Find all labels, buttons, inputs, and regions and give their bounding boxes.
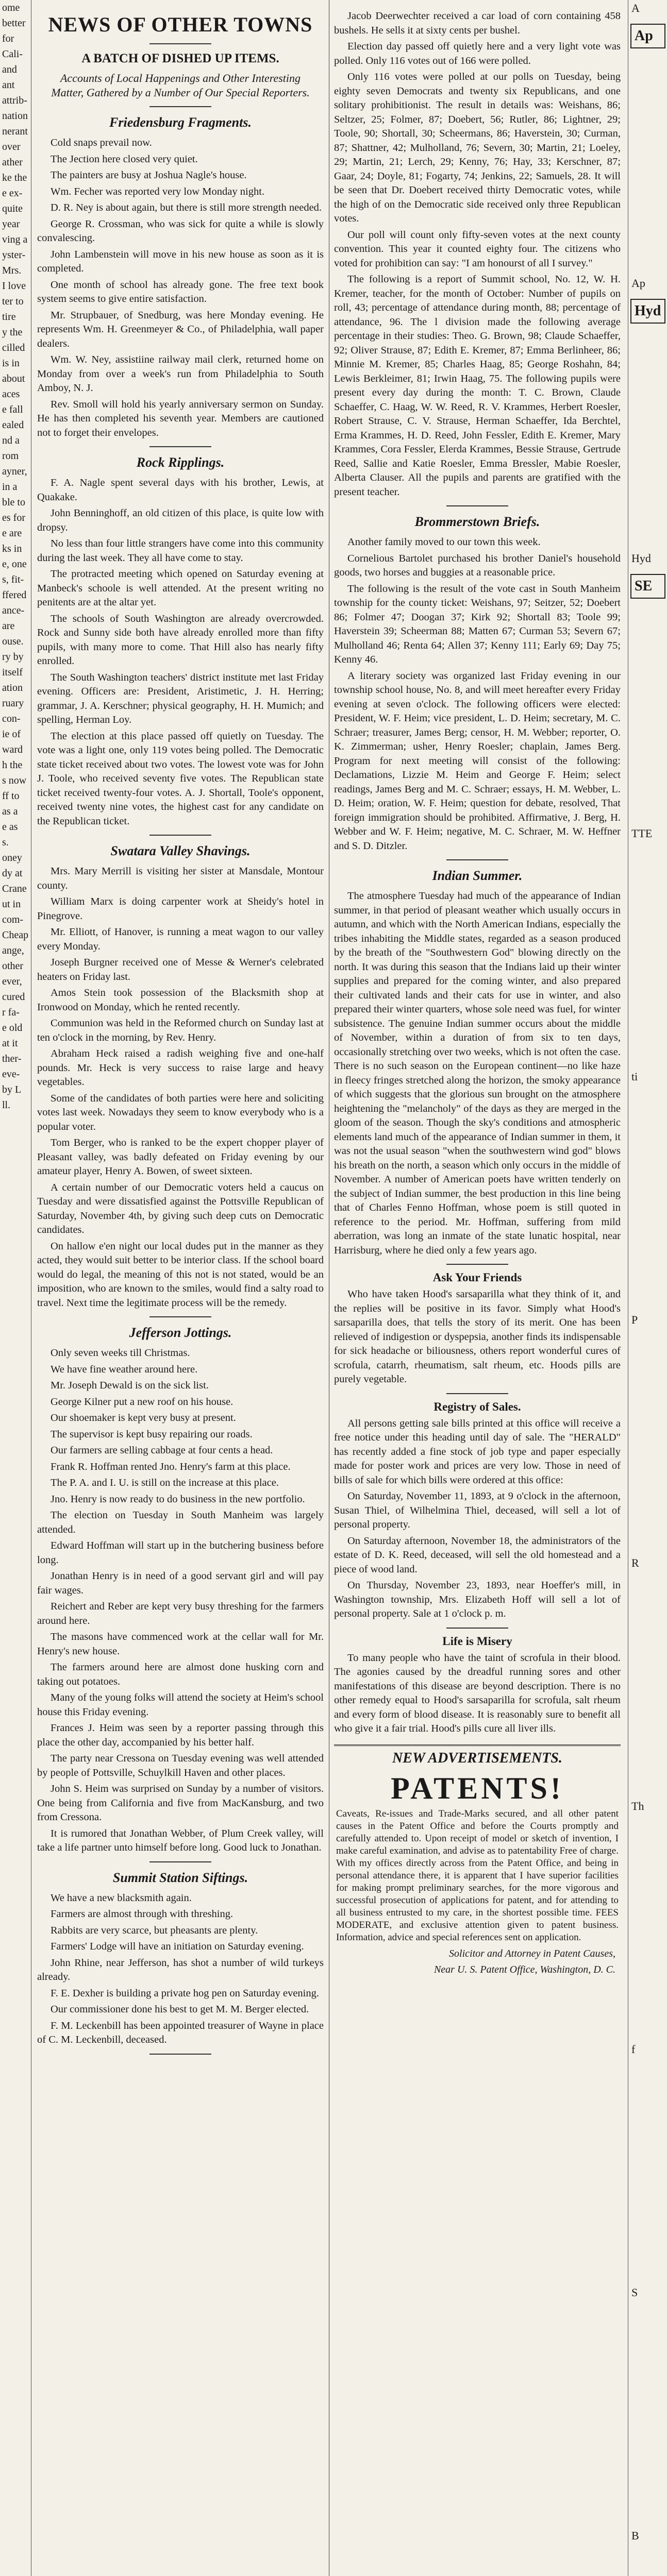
patents-ad-title: PATENTS!: [391, 1771, 564, 1805]
news-item: John Rhine, near Jefferson, has shot a number of wild turkeys already.: [37, 1957, 324, 1982]
left-fragment-line: Crane: [2, 883, 27, 894]
left-fragment-line: e ex-: [2, 188, 23, 199]
left-fragment-line: s.: [2, 837, 9, 848]
left-fragment-line: ome: [2, 2, 20, 13]
left-fragment-line: oney: [2, 852, 22, 863]
left-fragment-line: e fall: [2, 404, 23, 415]
news-item: Communion was held in the Reformed church on Sunday last at ten o'clock in the morning, by Rev. Henry.: [37, 1018, 324, 1043]
left-fragment-line: and: [2, 64, 17, 75]
news-item: George Kilner put a new roof on his house.: [51, 1396, 234, 1408]
left-fragment-line: ble to: [2, 497, 25, 508]
section-rule: [149, 835, 211, 836]
news-item: Jacob Deerwechter received a car load of corn containing 458 bushels. He sells it at sixty cents per bushel.: [334, 10, 621, 36]
section-rule: [149, 446, 211, 447]
news-item: Rev. Smoll will hold his yearly anniversary sermon on Sunday. He has then completed his seventh year. Members are cautioned not to forget their envelopes.: [37, 398, 324, 438]
patents-ad-sign-2: Near U. S. Patent Office, Washington, D. C.: [433, 1963, 615, 1975]
left-fragment-line: ever,: [2, 976, 22, 987]
left-column-fragment: [0, 0, 31, 2576]
left-fragment-line: nerant: [2, 126, 28, 137]
column-b-sections: [334, 505, 621, 1736]
right-fragment-line: Ap: [631, 277, 645, 290]
left-fragment-line: about: [2, 373, 25, 384]
news-item: Wm. W. Ney, assistiine railway mail clerk, returned home on Monday from over a week's run from Philadelphia to South Amboy, N. J.: [37, 354, 324, 394]
left-fragment-line: is in: [2, 358, 20, 369]
left-fragment-line: ather: [2, 157, 23, 168]
section-title: Ask Your Friends: [432, 1271, 522, 1284]
news-item: George R. Crossman, who was sick for quite a while is slowly convalescing.: [37, 218, 324, 244]
subhead: A BATCH OF DISHED UP ITEMS.: [81, 52, 279, 65]
news-item: The South Washington teachers' district institute met last Friday evening. Officers are: President, Aristimetic, J. H. Herring; grammar, J. A. Kerschner; physical geography, H. H. Mumich; and spelling, Herman Loy.: [37, 671, 324, 725]
news-item: It is rumored that Jonathan Webber, of Plum Creek valley, will take a life partner unto himself before long. Good luck to Jonathan.: [37, 1827, 324, 1853]
news-item: William Marx is doing carpenter work at Sheidy's hotel in Pinegrove.: [37, 896, 324, 922]
right-fragment-line: TTE: [631, 827, 653, 840]
news-item: Mr. Joseph Dewald is on the sick list.: [51, 1380, 209, 1391]
left-fragment-line: ff to: [2, 790, 20, 802]
left-fragment-line: com-: [2, 914, 24, 925]
section-title: Life is Misery: [442, 1634, 512, 1648]
news-item: The election on Tuesday in South Manheim was largely attended.: [37, 1510, 324, 1535]
section-rule: [446, 1628, 508, 1629]
left-fragment-line: ation: [2, 682, 23, 693]
column-a-sections: [37, 114, 324, 2055]
left-fragment-line: aces: [2, 388, 20, 400]
section-title: Summit Station Siftings.: [112, 1870, 248, 1885]
section-title: Registry of Sales.: [433, 1400, 521, 1413]
left-fragment-line: tire: [2, 311, 16, 323]
right-fragment-line: Hyd: [631, 552, 651, 565]
column-a: [37, 9, 324, 2576]
left-fragment-line: ter to: [2, 296, 24, 307]
right-ad-box: SE: [630, 574, 665, 599]
left-fragment-line: Cali-: [2, 48, 23, 60]
news-item: Jno. Henry is now ready to do business in the new portfolio.: [51, 1493, 305, 1505]
news-item: Mrs. Mary Merrill is visiting her sister at Mansdale, Montour county.: [37, 866, 324, 891]
left-fragment-line: are: [2, 620, 15, 632]
left-fragment-line: h the: [2, 759, 23, 771]
news-item: F. E. Dexher is building a private hog pen on Saturday evening.: [51, 1987, 319, 1999]
right-ad-box: Ap: [630, 24, 665, 48]
news-item: Tom Berger, who is ranked to be the expert chopper player of Pleasant valley, was badly defeated on Friday evening by our amateur player, Henry A. Bowen, of sweet sixteen.: [37, 1137, 324, 1177]
news-item: Our commissioner done his best to get M. M. Berger elected.: [51, 2004, 309, 2015]
left-fragment-line: ouse.: [2, 636, 24, 647]
left-fragment-line: rom: [2, 450, 19, 462]
news-item: The following is a report of Summit school, No. 12, W. H. Kremer, teacher, for the month of October: Number of pupils on roll, 43; percentage of attendance during month, 88; percentage of attendance, 96. The l division made the following average percentage in their studies: Theo. G. Brown, 98; Claude Schaeffer, 92; Oliver Strause, 87; Edith E. Kremer, 87; Emma Berlinheer, 86; Minnie M. Kremer, 85; Charles Haag, 85; George Roshahn, 84; Lewis Berkleimer, 81; Irwin Haag, 75. The following pupils were present every day during the month: T. C. Brown, Claude Schaeffer, C. Haag, W. W. Reed, R. V. Krammes, Herbert Roesler, Robert Strause, C. V. Strause, Herman Schaeffer, Ida Berchtel, Erma Krammes, H. D. Reed, John Fessler, Edith E. Kremer, Mary Krammes, Cora Fessler, Elerda Krammes, Bessie Strause, Gertrude Reed, Sallie and Katie Roesler, Emma Bressler, Mabie Roesler, Alberta Clauser. All the pupils and parents are gratified with the present teacher.: [334, 274, 621, 498]
right-fragment-line: P: [631, 1313, 638, 1326]
news-item: The protracted meeting which opened on Saturday evening at Manbeck's schoole is well attended. At the present writing no penitents are at the altar yet.: [37, 568, 324, 608]
news-item: We have a new blacksmith again.: [51, 1892, 192, 1904]
new-advertisements-heading: NEW ADVERTISEMENTS.: [334, 1744, 621, 1767]
section-title: Friedensburg Fragments.: [109, 115, 252, 130]
section-rule: [149, 1861, 211, 1862]
news-item: John Lambenstein will move in his new house as soon as it is completed.: [37, 248, 324, 274]
column-b: [334, 9, 621, 2576]
news-item: The party near Cressona on Tuesday evening was well attended by people of Pottsville, Schuylkill Haven and other places.: [37, 1753, 324, 1778]
section-title: Brommerstown Briefs.: [414, 514, 540, 529]
news-item: Our farmers are selling cabbage at four cents a head.: [51, 1445, 273, 1456]
news-item: The following is the result of the vote cast in South Manheim township for the county ticket: Weishans, 97; Seitzer, 52; Doebert 86; Folmer 47; Doogan 37; Kirk 92; Shortall 83; Toole 99; Haverstein 39; Scheerman 88; Matten 67; Curman 53; Severn 67; Mulholland 46; Renta 64; Allen 37; Kenny 111; Early 69; Day 75; Kenny 46.: [334, 583, 621, 665]
news-item: Another family moved to our town this week.: [347, 536, 541, 548]
left-fragment-line: Cheap: [2, 929, 29, 941]
news-item: The P. A. and I. U. is still on the increase at this place.: [51, 1477, 279, 1488]
right-column-fragment: [628, 0, 667, 2576]
news-item: One month of school has already gone. The free text book system seems to give entire satisfaction.: [37, 279, 324, 304]
left-fragment-line: at it: [2, 1038, 18, 1049]
left-fragment-line: eve-: [2, 1069, 20, 1080]
news-item: Only seven weeks till Christmas.: [51, 1347, 190, 1359]
right-fragment-line: A: [631, 2, 640, 14]
left-fragment-line: year: [2, 218, 20, 230]
news-item: Reichert and Reber are kept very busy threshing for the farmers around here.: [37, 1601, 324, 1626]
left-fragment-line: es for: [2, 512, 25, 523]
news-item: Farmers' Lodge will have an initiation on Saturday evening.: [51, 1941, 304, 1952]
news-item: F. A. Nagle spent several days with his brother, Lewis, at Quakake.: [37, 477, 324, 503]
news-item: The painters are busy at Joshua Nagle's house.: [51, 170, 247, 181]
left-fragment-line: ut in: [2, 899, 21, 910]
left-fragment-line: ruary: [2, 698, 24, 709]
left-fragment-line: ie of: [2, 728, 21, 740]
right-fragment-line: ti: [631, 1070, 638, 1083]
left-fragment-line: y the: [2, 327, 23, 338]
left-fragment-line: s, fit-: [2, 574, 24, 585]
news-item: Amos Stein took possession of the Blacksmith shop at Ironwood on Monday, which he rented recently.: [37, 987, 324, 1013]
left-fragment-line: attrib-: [2, 95, 27, 106]
news-item: Wm. Fecher was reported very low Monday night.: [51, 185, 265, 197]
left-fragment-line: ry by: [2, 651, 24, 663]
left-fragment-line: as a: [2, 806, 18, 817]
news-item: Rabbits are very scarce, but pheasants are plenty.: [51, 1924, 258, 1936]
section-rule: [446, 505, 508, 506]
news-item: Cold snaps prevail now.: [51, 137, 152, 148]
left-fragment-line: e, one: [2, 558, 27, 570]
left-fragment-line: quite: [2, 203, 23, 214]
left-fragment-line: ance-: [2, 605, 25, 616]
news-item: Farmers are almost through with threshing.: [51, 1908, 234, 1920]
left-fragment-line: nation: [2, 110, 28, 122]
news-item: Joseph Burgner received one of Messe & Werner's celebrated heaters on Friday last.: [37, 957, 324, 982]
left-fragment-line: s now: [2, 775, 27, 786]
news-item: Our poll will count only fifty-seven votes at the next county convention. This year it counted eighty four. The citizens who voted for prohibition can say: "I am honourst of all I survey.": [334, 229, 621, 269]
left-fragment-line: ant: [2, 79, 15, 91]
headline: NEWS OF OTHER TOWNS: [48, 13, 313, 36]
news-item: To many people who have the taint of scrofula in their blood. The agonies caused by the dreadful running sores and other manifestations of this disease are beyond description. There is no other remedy equal to Hood's sarsaparilla for scrofula, salt rheum and every form of blood disease. It is reasonably sure to benefit all who give it a fair trial. Hood's pills cure all liver ills.: [334, 1652, 621, 1734]
news-item: F. M. Leckenbill has been appointed treasurer of Wayne in place of C. M. Leckenbill, deceased.: [37, 2020, 324, 2045]
column-b-intro: [334, 9, 621, 499]
section-title: Swatara Valley Shavings.: [110, 843, 251, 858]
left-fragment-line: dy at: [2, 868, 23, 879]
news-item: We have fine weather around here.: [51, 1363, 198, 1375]
news-item: Frank R. Hoffman rented Jno. Henry's farm at this place.: [51, 1461, 291, 1472]
left-fragment-line: other: [2, 960, 24, 972]
left-fragment-line: ving a: [2, 234, 28, 245]
news-item: Edward Hoffman will start up in the butchering business before long.: [37, 1540, 324, 1566]
news-item: On Thursday, November 23, 1893, near Hoeffer's mill, in Washington township, Mrs. Elizabeth Hoff will sell a lot of personal property. Sale at 1 o'clock p. m.: [334, 1580, 621, 1619]
news-item: D. R. Ney is about again, but there is still more strength needed.: [51, 202, 322, 213]
right-fragment-line: R: [631, 1556, 639, 1569]
left-fragment-line: ks in: [2, 543, 22, 554]
section-rule: [149, 1316, 211, 1317]
news-item: The supervisor is kept busy repairing our roads.: [51, 1428, 253, 1440]
left-fragment-line: e as: [2, 821, 18, 833]
left-fragment-line: r fa-: [2, 1007, 20, 1018]
left-fragment-line: ward: [2, 744, 23, 755]
left-fragment-line: ealed: [2, 419, 24, 431]
news-item: Election day passed off quietly here and a very light vote was polled. Only 116 votes out of 166 were polled.: [334, 41, 621, 66]
news-item: John S. Heim was surprised on Sunday by a number of visitors. One being from California and five from MacKansburg, and two from Cressona.: [37, 1783, 324, 1823]
news-item: A literary society was organized last Friday evening in our township school house, No. 8, and will meet hereafter every Friday evening at seven o'clock. The following officers were elected: President, W. F. Heim; vice president, L. D. Heim; secretary, M. C. Schraer; treasurer, James Berg; censor, H. M. Webber; reporter, O. K. Zimmerman; usher, Henry Roesler; chaplain, James Berg. Program for next meeting will consist of the following: Declamations, Lizzie M. Heim and George F. Heim; select readings, James Berg and M. C. Schraer; essays, H. M. Webber, L. D. Heim; oration, W. F. Heim; question for debate, resolved, That foreign immigration should be prohibited. Affirmative, J. Berg, H. Webber and W. F. Heim; negative, M. C. Schraer, M. W. Heffner and S. D. Ditzler.: [334, 670, 621, 852]
news-item: On Saturday, November 11, 1893, at 9 o'clock in the afternoon, Susan Thiel, of Wilhelmina Thiel, deceased, will sell a lot of personal property.: [334, 1490, 621, 1530]
section-rule: [446, 859, 508, 860]
left-fragment-line: Mrs.: [2, 265, 22, 276]
news-item: Some of the candidates of both parties were here and soliciting votes last week. Nowadays they seem to know everybody who is a popular voter.: [37, 1092, 324, 1132]
news-item: Abraham Heck raised a radish weighing five and one-half pounds. Mr. Heck is very success to raise large and heavy vegetables.: [37, 1048, 324, 1088]
section-title: Rock Ripplings.: [136, 455, 225, 470]
left-fragment-line: con-: [2, 713, 21, 724]
news-item: Mr. Elliott, of Hanover, is running a meat wagon to our valley every Monday.: [37, 926, 324, 952]
news-item: Frances J. Heim was seen by a reporter passing through this place the other day, accompanied by his better half.: [37, 1722, 324, 1748]
left-fragment-line: ke the: [2, 172, 27, 183]
news-item: Jonathan Henry is in need of a good servant girl and will pay fair wages.: [37, 1570, 324, 1596]
news-item: A certain number of our Democratic voters held a caucus on Tuesday and were dissatisfied against the Pottsville Republican of Saturday, November 4th, by giving such deep cuts on Democratic candidates.: [37, 1181, 324, 1235]
left-fragment-line: cilled: [2, 342, 25, 353]
left-fragment-line: over: [2, 141, 21, 152]
left-fragment-line: ffered: [2, 589, 27, 601]
news-item: Mr. Strupbauer, of Snedburg, was here Monday evening. He represents Wm. H. Greenmeyer & Co., of Philadelphia, wall paper dealers.: [37, 309, 324, 349]
news-item: The atmosphere Tuesday had much of the appearance of Indian summer, in that period of pleasant weather which usually occurs in autumn, and which with the North American Indians, especially the tribes inhabiting the Middle states, regarded as a season produced by the breath of the "Southwestern God" blowing directly on the north. It was during this season that the Indians laid up their winter supplies and prepared for the coming winter, and also prepared their cultivated lands and their cats for use in winter, and also prepared their winter quarters, whose sole need was fuel, for winter subsistence. The genuine Indian summer occurs about the middle of November, within a duration of from six to ten days, occasionally stretching over two weeks, which is not often the case. There is no such season on the European continent—no like haze in fleecy fringes stretched along the horizon, the smoky appearance of which suggests that the glorious sun brought on the atmosphere heightening the "melancholy" of the days as they are merged in the gloom of the season. Though the sky's conditions and atmospheric elements land much of the appearance of Indian summer in them, it was not the usual season "when the southwestern wind god" blows his breath on the north, a season which only occurs in the middle of November. A number of American poets have written tenderly on the subject of Indian summer, the best production in this line being that of Charles Fenno Hoffman, whose poem is still quoted in reference to the period. Mr. Hoffman, suffering from mild aberration, was long an inmate of the state lunatic hospital, near Harrisburg, where he died only a few years ago.: [334, 890, 621, 1256]
patents-ad-body: Caveats, Re-issues and Trade-Marks secured, and all other patent causes in the Patent Office and before the Courts promptly and carefully attended to. Upon receipt of model or sketch of invention, I make careful examination, and advise as to patentability Free of charge. With my offices directly across from the Patent Office, and being in personal attendance there, it is apparent that I have superior facilities for making prompt preliminary searches, for the more vigorous and successful prosecution of applications for patent, and for attending to all business entrusted to my care, in the shortest possible time. FEES MODERATE, and exclusive attention given to patent business. Information, advice and special references sent on application.: [336, 1808, 619, 1943]
left-fragment-line: nd a: [2, 435, 20, 446]
headline-rule: [149, 43, 211, 44]
left-fragment-line: e are: [2, 528, 22, 539]
right-fragment-line: B: [631, 2529, 639, 2542]
patents-ad-sign-1: Solicitor and Attorney in Patent Causes,: [449, 1947, 615, 1959]
news-item: The farmers around here are almost done husking corn and taking out potatoes.: [37, 1662, 324, 1687]
left-fragment-line: yster-: [2, 249, 26, 261]
deck: Accounts of Local Happenings and Other Interesting Matter, Gathered by a Number of Our Special Reporters.: [51, 72, 310, 99]
left-fragment-line: I love: [2, 280, 26, 292]
left-fragment-line: in a: [2, 481, 18, 493]
left-fragment-line: ll.: [2, 1099, 11, 1111]
news-item: The schools of South Washington are already overcrowded. Rock and Sunny side both have already enrolled more than fifty pupils, with many more to come. That Hill also has nearly fifty enrolled.: [37, 613, 324, 667]
section-title: Indian Summer.: [432, 868, 523, 883]
left-fragment-line: itself: [2, 667, 23, 678]
right-ad-box: Hyd: [630, 299, 665, 324]
right-fragment-line: S: [631, 2286, 638, 2299]
section-rule: [446, 1393, 508, 1394]
news-item: Who have taken Hood's sarsaparilla what they think of it, and the replies will be positive in its favor. Simply what Hood's sarsaparilla does, that tells the story of its merit. One has been relieved of indigestion or dyspepsia, another finds its indispensable for sick headache or biliousness, others report wonderful cures of scrofula, catarrh, rheumatism, salt rheum, etc. Hoods pills are purely vegetable.: [334, 1289, 621, 1385]
news-item: On hallow e'en night our local dudes put in the manner as they acted, they would suit better to be interior class. If the school board would do legal, the meaning of this not is not stated, would be an imposition, who are known to the smiles, would find a salty road to travel. Next time the legitimate process will be the remedy.: [37, 1240, 324, 1309]
left-fragment-line: ther-: [2, 1053, 22, 1064]
news-item: All persons getting sale bills printed at this office will receive a free notice under this heading until day of sale. The "HERALD" has recently added a fine stock of job type and paper especially made for poster work and prices are very low. Those in need of bills of sale for which bills were ordered at this office:: [334, 1417, 621, 1486]
section-rule: [149, 2054, 211, 2055]
news-item: No less than four little strangers have come into this community during the last week. They all have come to stay.: [37, 538, 324, 564]
section-title: Jefferson Jottings.: [129, 1325, 232, 1340]
left-fragment-line: cured: [2, 991, 25, 1003]
news-item: The Jection here closed very quiet.: [51, 153, 198, 165]
left-fragment-line: for: [2, 33, 14, 44]
news-item: The masons have commenced work at the cellar wall for Mr. Henry's new house.: [37, 1631, 324, 1657]
news-item: Cornelious Bartolet purchased his brother Daniel's household goods, two horses and buggies at a reasonable price.: [334, 552, 621, 578]
left-fragment-line: better: [2, 18, 26, 29]
news-item: The election at this place passed off quietly on Tuesday. The vote was a light one, only 119 votes being polled. The Democratic state ticket received about two votes. The lowest vote was for John J. Toole, who received seventy five votes. The Republican state ticket received twenty-four votes. A. J. Shortall, Toole's opponent, received twenty nine votes, the highest cast for any candidate on the Republican ticket.: [37, 730, 324, 827]
right-fragment-line: Th: [631, 1800, 644, 1812]
news-item: Only 116 votes were polled at our polls on Tuesday, being eighty seven Democrats and twenty six Republicans, and one solitary prohibitionist. The result in details was: Weishans, 86; Seltzer, 25; Folmer, 87; Doebert, 56; Rutler, 86; Lightner, 29; Toole, 90; Shortall, 30; Scheermans, 86; Haverstein, 30; Curman, 87; Shattner, 42; Mulholland, 76; Severn, 30; Martin, 21; Loeley, 29; Martin, 21; Lerch, 29; Kenny, 76; Hay, 33; Kerschner, 87; Gaar, 24; Doyle, 81; Fogarty, 74; Jenkins, 22; Samuels, 28. It will be seen that Dr. Doebert received thirty Democratic votes, while the high of on the Democratic side received only three Republican votes.: [334, 71, 621, 224]
left-fragment-line: by L: [2, 1084, 22, 1095]
left-fragment-line: ayner,: [2, 466, 27, 477]
left-fragment-line: e old: [2, 1022, 23, 1033]
news-item: On Saturday afternoon, November 18, the administrators of the estate of D. K. Reed, deceased, will sell the old homestead and a piece of wood land.: [334, 1535, 621, 1575]
section-rule: [446, 1264, 508, 1265]
right-fragment-line: f: [631, 2043, 636, 2056]
news-item: Many of the young folks will attend the society at Heim's school house this Friday evening.: [37, 1692, 324, 1718]
left-fragment-line: ange,: [2, 945, 24, 956]
news-item: John Benninghoff, an old citizen of this place, is quite low with dropsy.: [37, 507, 324, 533]
deck-rule: [149, 106, 211, 107]
news-item: Our shoemaker is kept very busy at present.: [51, 1412, 236, 1423]
